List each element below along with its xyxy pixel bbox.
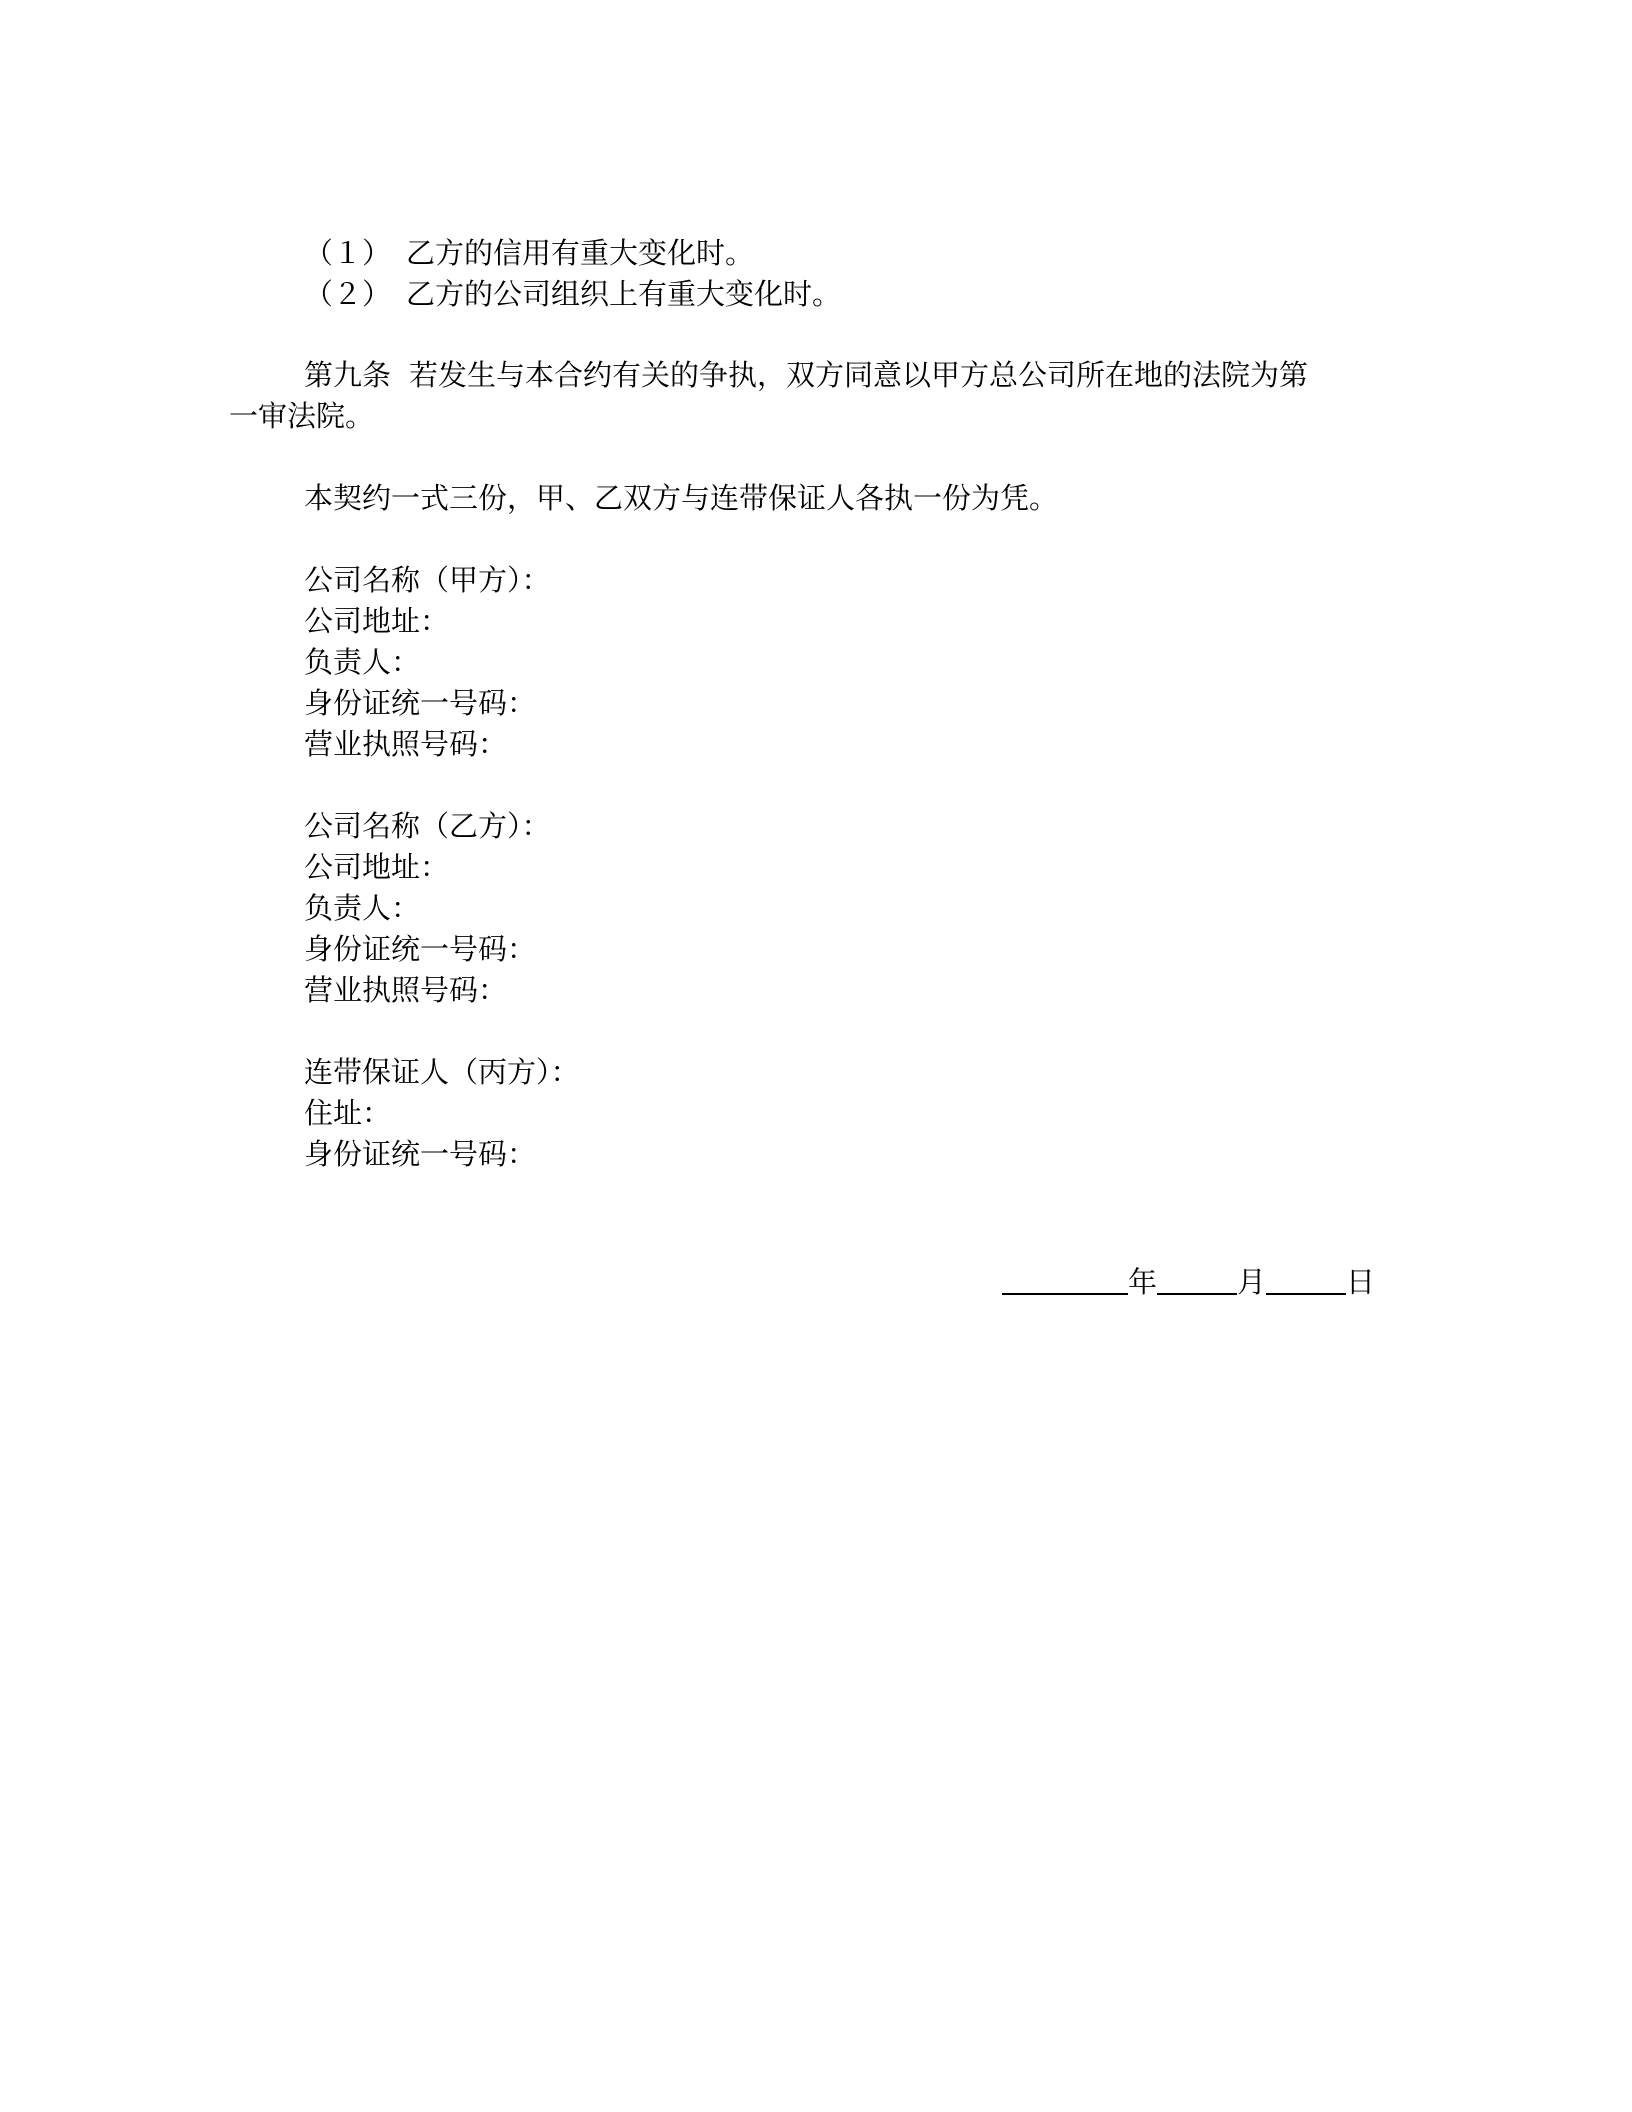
guarantor-address: 住址： bbox=[304, 1096, 392, 1130]
day-blank bbox=[1266, 1262, 1346, 1295]
guarantor-id-number: 身份证统一号码： bbox=[304, 1137, 537, 1171]
date-line bbox=[1002, 1262, 1375, 1303]
party-a-id-number: 身份证统一号码： bbox=[304, 686, 537, 720]
party-b-address: 公司地址： bbox=[304, 850, 450, 884]
year-blank bbox=[1002, 1262, 1128, 1295]
article-nine-line-1 bbox=[304, 355, 1308, 396]
guarantor-title: 连带保证人（丙方）： bbox=[304, 1055, 580, 1089]
party-b-company-name: 公司名称（乙方）： bbox=[304, 809, 551, 843]
condition-item-1 bbox=[304, 233, 754, 274]
year-label: 年 bbox=[1128, 1265, 1158, 1299]
party-a-address: 公司地址： bbox=[304, 604, 450, 638]
article-nine-label: 第九条 bbox=[304, 358, 392, 392]
condition-text: 乙方的公司组织上有重大变化时。 bbox=[406, 277, 842, 311]
party-a-company-name: 公司名称（甲方）： bbox=[304, 563, 551, 597]
article-nine-line-2: 一审法院。 bbox=[229, 399, 375, 433]
condition-text: 乙方的信用有重大变化时。 bbox=[406, 236, 755, 270]
party-a-license-number: 营业执照号码： bbox=[304, 727, 508, 761]
condition-number: （２） bbox=[304, 277, 392, 311]
condition-number: （１） bbox=[304, 236, 392, 270]
day-label: 日 bbox=[1346, 1265, 1376, 1299]
party-b-responsible-person: 负责人： bbox=[304, 891, 421, 925]
month-blank bbox=[1157, 1262, 1237, 1295]
copies-clause: 本契约一式三份，甲、乙双方与连带保证人各执一份为凭。 bbox=[304, 481, 1059, 515]
party-a-responsible-person: 负责人： bbox=[304, 645, 421, 679]
party-b-id-number: 身份证统一号码： bbox=[304, 932, 537, 966]
month-label: 月 bbox=[1237, 1265, 1267, 1299]
condition-item-2 bbox=[304, 274, 841, 315]
article-nine-text: 若发生与本合约有关的争执，双方同意以甲方总公司所在地的法院为第 bbox=[409, 358, 1309, 392]
party-b-license-number: 营业执照号码： bbox=[304, 973, 508, 1007]
